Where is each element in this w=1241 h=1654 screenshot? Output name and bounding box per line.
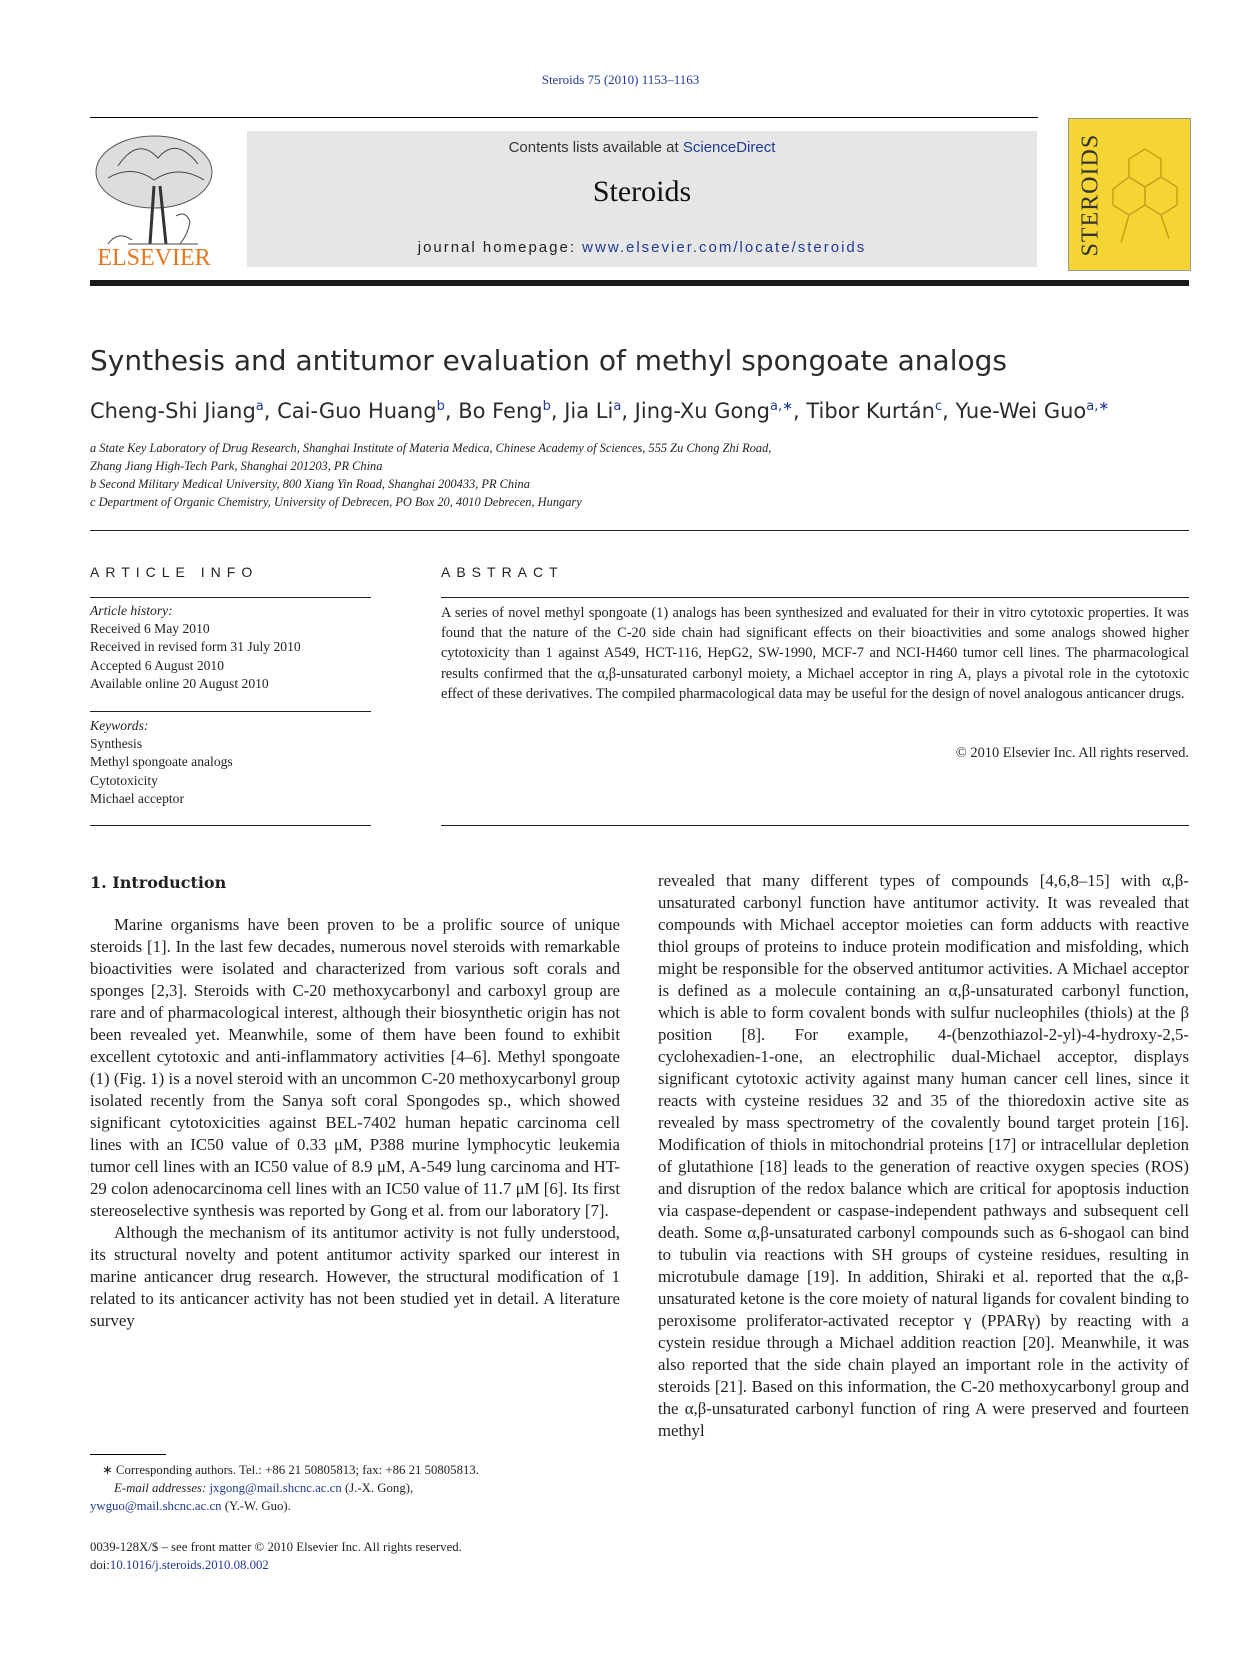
- history-received: Received 6 May 2010: [90, 621, 210, 637]
- author-name: Tibor Kurtán: [806, 399, 935, 423]
- history-accepted: Accepted 6 August 2010: [90, 657, 225, 673]
- author-name: Jing-Xu Gong: [634, 399, 771, 423]
- keywords: [90, 717, 371, 808]
- keywords-label: Keywords:: [90, 718, 149, 733]
- keyword: Methyl spongoate analogs: [90, 754, 233, 770]
- history-revised: Received in revised form 31 July 2010: [90, 639, 301, 655]
- header-bottom-rule: [90, 280, 1189, 286]
- intro-paragraph: revealed that many different types of compounds [4,6,8–15] with α,β-unsaturated carbonyl function have antitumor activity. It was revealed that compounds with Michael acceptor moieties can form adducts with reactive thiol groups of proteins to induce protein modification and misfolding, which might be responsible for the observed antitumor activities. A Michael acceptor is defined as a molecule containing an α,β-unsaturated carbonyl function, which is able to form covalent bonds with sulfur nucleophiles (thiols) at the β position [8]. For example, 4-(benzothiazol-2-yl)-4-hydroxy-2,5-cyclohexadien-1-one, an electrophilic dual-Michael acceptor, displays significant cytotoxic activity against many human cancer cell lines, since it reacts with cysteine residues 32 and 35 of the thioredoxin active site as revealed by mass spectrometry of the covalently bound target protein [16]. Modification of thiols in mitochondrial proteins [17] or intracellular depletion of glutathione [18] leads to the generation of reactive oxygen species (ROS) and disruption of the redox balance which are critical for apoptosis induction via caspase-dependent or caspase-independent pathways and subsequent cell death. Some α,β-unsaturated carbonyl compounds such as 6-shogaol can bind to tubulin via reactions with SH groups of cysteine residues, resulting in microtubule damage [19]. In addition, Shiraki et al. reported that the α,β-unsaturated ketone is the core moiety of natural ligands for covalent binding to peroxisome proliferator-activated receptor γ (PPARγ) by reacting with a cystein residue through a Michael addition reaction [20]. Meanwhile, it was also reported that the side chain played an important role in the activity of steroids [21]. Based on this information, the C-20 methoxycarbonyl group and the α,β-unsaturated carbonyl function of ring A were preserved and fourteen methyl: [658, 871, 1189, 1440]
- abstract-heading: ABSTRACT: [441, 564, 564, 580]
- author-affiliation-mark[interactable]: c: [934, 399, 943, 414]
- doi-prefix: doi:: [90, 1558, 110, 1572]
- corresponding-footnote: [90, 1461, 650, 1515]
- author-affiliation-mark[interactable]: a: [613, 399, 622, 414]
- keyword: Synthesis: [90, 736, 143, 752]
- doi-link[interactable]: 10.1016/j.steroids.2010.08.002: [109, 1558, 269, 1572]
- journal-title: Steroids: [592, 175, 692, 208]
- article-title: Synthesis and antitumor evaluation of methyl spongoate analogs: [90, 344, 1007, 377]
- article-history: [90, 602, 371, 693]
- author-affiliation-mark[interactable]: a,∗: [1086, 399, 1110, 414]
- header-top-rule: [90, 117, 1038, 118]
- front-matter: [90, 1538, 462, 1574]
- sciencedirect-link[interactable]: ScienceDirect: [682, 139, 776, 156]
- author-affiliation-mark[interactable]: a,∗: [770, 399, 794, 414]
- journal-cover: [1068, 118, 1191, 271]
- history-label: Article history:: [90, 603, 173, 618]
- abstract-bottom-rule: [441, 825, 1189, 826]
- homepage-prefix: journal homepage:: [417, 239, 583, 256]
- cover-title: STEROIDS: [1077, 133, 1104, 257]
- email-link-guo[interactable]: ywguo@mail.shcnc.ac.cn: [90, 1499, 222, 1513]
- issn-line: 0039-128X/$ – see front matter © 2010 Elsevier Inc. All rights reserved.: [90, 1540, 462, 1554]
- author-name: Cai-Guo Huang: [277, 399, 437, 423]
- contents-prefix: Contents lists available at: [508, 139, 683, 156]
- author-name: Cheng-Shi Jiang: [90, 399, 256, 423]
- affiliation-rule: [90, 530, 1189, 531]
- journal-homepage: [247, 239, 1037, 256]
- affiliation-a-cont: Zhang Jiang High-Tech Park, Shanghai 201203, PR China: [90, 459, 383, 473]
- intro-paragraph: Although the mechanism of its antitumor activity is not fully understood, its structural novelty and potent antitumor activity sparked our interest in marine anticancer drug research. However, the structural modification of 1 related to its anticancer activity has not been studied yet in detail. A literature survey: [90, 1223, 620, 1330]
- article-info-bottom-rule: [90, 825, 371, 826]
- elsevier-wordmark: ELSEVIER: [97, 245, 211, 271]
- affiliation-b: b Second Military Medical University, 800 Xiang Yin Road, Shanghai 200433, PR China: [90, 477, 530, 491]
- author-list: Cheng-Shi Jiang$^a$, Cai-Guo Huang$^b$, Bo Feng$^b$, Jia Li$^a$, Jing-Xu Gong$^{a,∗}$, Tibor Kurtán$^c$, Yue-Wei Guo$^{a,∗}$: [90, 399, 1110, 423]
- intro-right-column: [658, 870, 1189, 1442]
- journal-citation[interactable]: Steroids 75 (2010) 1153–1163: [541, 72, 700, 87]
- author-affiliation-mark[interactable]: a: [255, 399, 264, 414]
- introduction-heading: 1. Introduction: [90, 873, 227, 892]
- email-link-gong[interactable]: jxgong@mail.shcnc.ac.cn: [209, 1481, 342, 1495]
- intro-left-column: [90, 914, 620, 1332]
- email-label: E-mail addresses:: [114, 1481, 210, 1495]
- elsevier-logo: [88, 126, 220, 272]
- article-info-rule: [90, 597, 371, 598]
- elsevier-tree-icon: [88, 126, 220, 272]
- footnote-rule: [90, 1454, 166, 1455]
- affiliation-a: a State Key Laboratory of Drug Research, Shanghai Institute of Materia Medica, Chinese Academy of Sciences, 555 Zu Chong Zhi Road,: [90, 441, 772, 455]
- author-affiliation-mark[interactable]: b: [542, 399, 551, 414]
- abstract-rule: [441, 597, 1189, 598]
- email-owner-gong: (J.-X. Gong),: [341, 1481, 414, 1495]
- author-name: Yue-Wei Guo: [955, 399, 1087, 423]
- article-info-heading: ARTICLE INFO: [90, 564, 259, 580]
- author-name: Jia Li: [564, 399, 614, 423]
- contents-line: [247, 139, 1037, 156]
- keywords-rule: [90, 711, 371, 712]
- author-affiliation-mark[interactable]: b: [436, 399, 445, 414]
- affiliation-c: c Department of Organic Chemistry, University of Debrecen, PO Box 20, 4010 Debrecen, Hungary: [90, 495, 582, 509]
- history-online: Available online 20 August 2010: [90, 675, 269, 691]
- homepage-link[interactable]: www.elsevier.com/locate/steroids: [582, 239, 867, 256]
- abstract-text: A series of novel methyl spongoate (1) analogs has been synthesized and evaluated for their in vitro cytotoxic properties. It was found that the nature of the C-20 side chain had significant effects on their bioactivities and some analogs showed higher cytotoxicity than 1 against A549, HCT-116, HepG2, SW-1990, MCF-7 and NCI-H460 tumor cell lines. The pharmacological results confirmed that the α,β-unsaturated carbonyl moiety, a Michael acceptor in ring A, plays a pivotal role in the cytotoxic effect of these derivatives. The compiled pharmacological data may be useful for the design of novel analogous anticancer drugs.: [441, 605, 1189, 702]
- keyword: Cytotoxicity: [90, 772, 158, 788]
- intro-paragraph: Marine organisms have been proven to be a prolific source of unique steroids [1]. In the last few decades, numerous novel steroids with remarkable bioactivities were isolated and characterized from various soft corals and sponges [2,3]. Steroids with C-20 methoxycarbonyl and carboxyl group are rare and of pharmacological interest, although their biosynthetic origin has not been revealed yet. Meanwhile, some of them have been found to exhibit excellent cytotoxic and anti-inflammatory activities [4–6]. Methyl spongoate (1) (Fig. 1) is a novel steroid with an uncommon C-20 methoxycarbonyl group isolated recently from the Sanya soft coral Spongodes sp., which showed significant cytotoxicities against BEL-7402 human hepatic carcinoma cell lines with an IC50 value of 0.33 μM, P388 murine lymphocytic leukemia tumor cell lines with an IC50 value of 8.9 μM, A-549 lung carcinoma and HT-29 colon adenocarcinoma cell lines with an IC50 value of 11.7 μM [6]. Its first stereoselective synthesis was reported by Gong et al. from our laboratory [7].: [90, 915, 620, 1220]
- journal-banner: [247, 131, 1037, 267]
- author-name: Bo Feng: [458, 399, 543, 423]
- keyword: Michael acceptor: [90, 790, 184, 806]
- corresponding-line: ∗ Corresponding authors. Tel.: +86 21 50805813; fax: +86 21 50805813.: [102, 1463, 479, 1477]
- abstract-copyright: © 2010 Elsevier Inc. All rights reserved.: [955, 745, 1189, 761]
- email-owner-guo: (Y.-W. Guo).: [221, 1499, 291, 1513]
